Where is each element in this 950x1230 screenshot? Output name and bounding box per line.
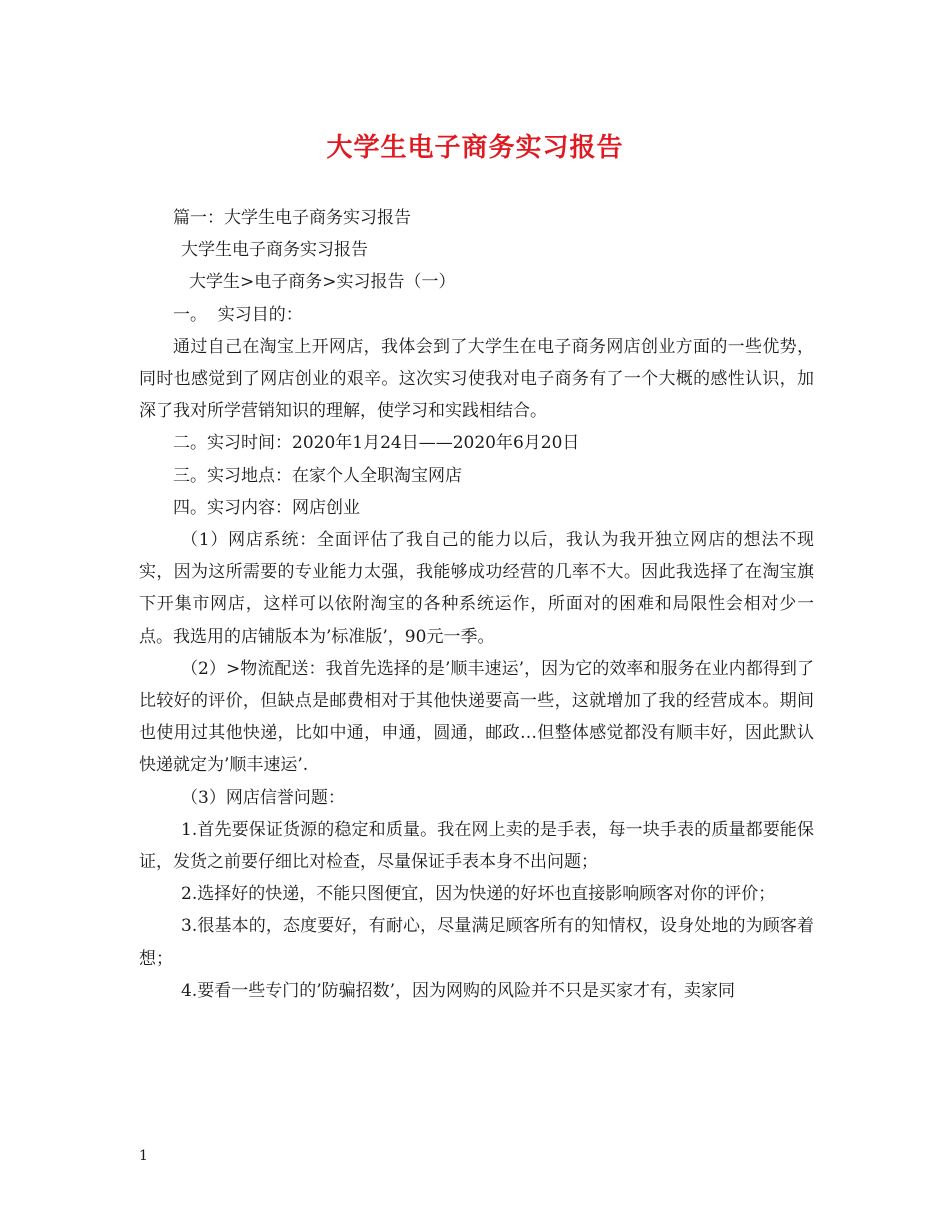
document-title: 大学生电子商务实习报告 — [326, 133, 624, 163]
paragraph-section-heading: 四。实习内容：网店创业 — [173, 497, 360, 518]
paragraph-section-heading: 二。实习时间：2020年1月24日——2020年6月20日 — [173, 433, 580, 454]
paragraph-list-item: 3.很基本的，态度要好，有耐心，尽量满足顾客所有的知情权，设身处地的为顾客着想； — [139, 916, 814, 969]
paragraph-body: （2）>物流配送：我首先选择的是’顺丰速运’，因为它的效率和服务在业内都得到了比较好的评价，但缺点是邮费相对于其他快递要高一些，这就增加了我的经营成本。期间也使用过其他快递，比如中通，申通，圆通，邮政…但整体感觉都没有顺丰好，因此默认快递就定为’顺丰速运’. — [139, 658, 814, 776]
document-body — [139, 202, 814, 1007]
paragraph-subheading: （3）网店信誉问题： — [181, 787, 345, 808]
paragraph-breadcrumb: 大学生>电子商务>实习报告（一） — [189, 272, 456, 293]
page-number: 1 — [139, 1148, 148, 1164]
paragraph-list-item: 2.选择好的快递，不能只图便宜，因为快递的好坏也直接影响顾客对你的评价； — [181, 884, 776, 905]
paragraph-section-heading: 一。 实习目的： — [173, 304, 303, 325]
paragraph-section-heading: 三。实习地点：在家个人全职淘宝网店 — [173, 465, 462, 486]
paragraph-article-heading: 篇一：大学生电子商务实习报告 — [173, 208, 411, 228]
paragraph-list-item: 1.首先要保证货源的稳定和质量。我在网上卖的是手表，每一块手表的质量都要能保证，发货之前要仔细比对检查，尽量保证手表本身不出问题； — [139, 819, 814, 873]
paragraph-body: （1）网店系统：全面评估了我自己的能力以后，我认为我开独立网店的想法不现实，因为这所需要的专业能力太强，我能够成功经营的几率不大。因此我选择了在淘宝旗下开集市网店，这样可以依附淘宝的各种系统运作，所面对的困难和局限性会相对少一点。我选用的店铺版本为’标准版’，90元一季。 — [139, 530, 814, 647]
paragraph-body: 通过自己在淘宝上开网店，我体会到了大学生在电子商务网店创业方面的一些优势，同时也感觉到了网店创业的艰辛。这次实习使我对电子商务有了一个大概的感性认识，加深了我对所学营销知识的理解，使学习和实践相结合。 — [139, 336, 814, 422]
paragraph-list-item: 4.要看一些专门的’防骗招数’，因为网购的风险并不只是买家才有，卖家同 — [181, 980, 736, 1001]
paragraph-report-title: 大学生电子商务实习报告 — [181, 240, 368, 261]
